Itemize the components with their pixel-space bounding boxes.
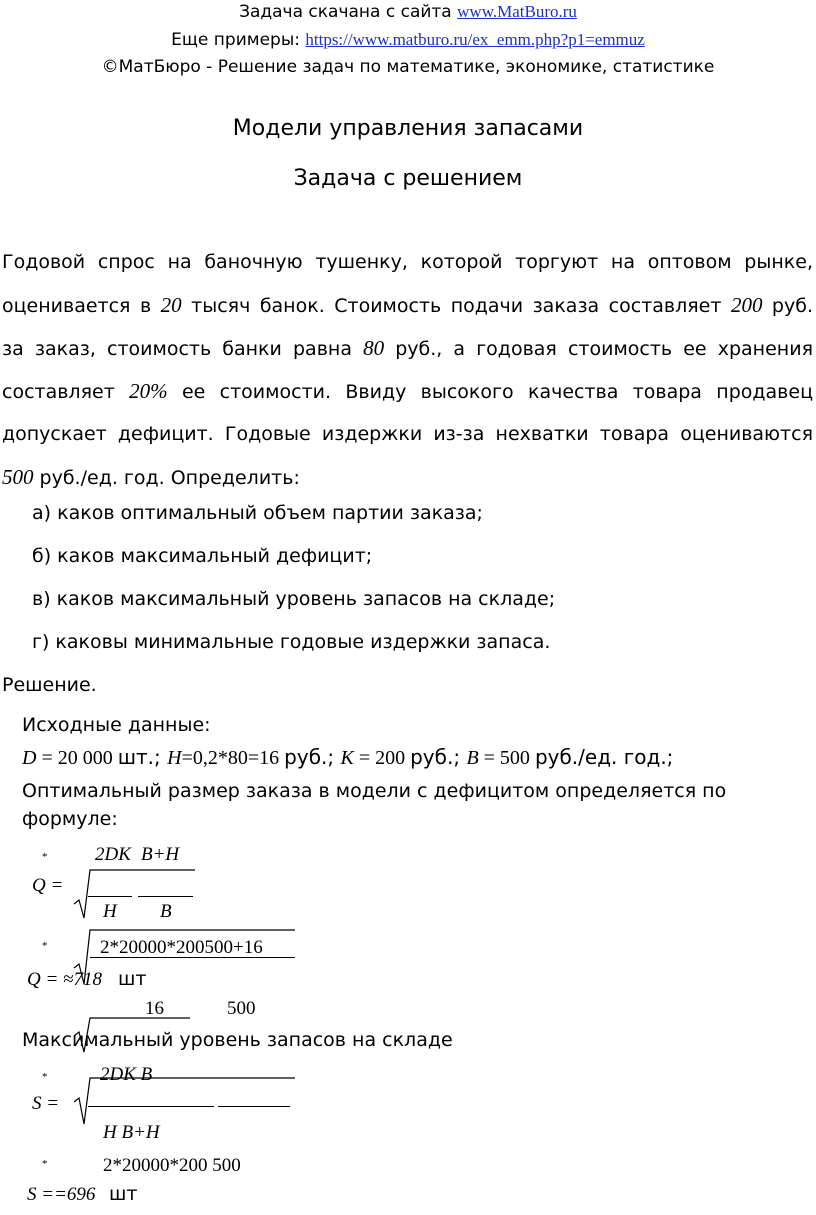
q-numerator-left: 2DK bbox=[95, 844, 131, 865]
calc-q-denominator-right: 500 bbox=[227, 998, 256, 1019]
calc-q-unit: шт bbox=[118, 968, 147, 990]
problem-statement bbox=[2, 241, 813, 499]
s-denominator: H B+H bbox=[103, 1122, 160, 1143]
q-star-mark: * bbox=[42, 851, 48, 863]
problem-line-1: Годовой спрос на баночную тушенку, которой торгуют на оптовом рынке, bbox=[2, 251, 813, 273]
q-denominator-left: H bbox=[103, 901, 117, 922]
q-radical-sign bbox=[70, 866, 200, 926]
s-fraction-bar-left bbox=[88, 1106, 214, 1107]
optimal-order-text: Оптимальный размер заказа в модели с дефицитом определяется по bbox=[22, 780, 727, 802]
shortage-cost-value: 500 bbox=[2, 465, 34, 489]
formula-intro: формуле: bbox=[22, 808, 118, 830]
calc-q-denominator-left: 16 bbox=[145, 998, 164, 1019]
given-heading: Исходные данные: bbox=[22, 714, 211, 736]
header-examples-text: Еще примеры: bbox=[171, 30, 306, 50]
calc-q-fraction-bar bbox=[90, 957, 295, 958]
calc-s-star-mark: * bbox=[42, 1158, 48, 1170]
s-lhs: S = bbox=[32, 1093, 60, 1114]
question-c: в) каков максимальный уровень запасов на складе; bbox=[32, 588, 556, 610]
calc-q-star-mark: * bbox=[42, 940, 48, 952]
order-cost-value: 200 bbox=[730, 293, 763, 317]
page-subtitle: Задача с решением bbox=[293, 166, 523, 191]
page-title: Модели управления запасами bbox=[232, 116, 584, 141]
header-copyright: ©МатБюро - Решение задач по математике, экономике, статистике bbox=[101, 57, 715, 77]
question-b: б) каков максимальный дефицит; bbox=[32, 545, 373, 567]
given-values: D = 20 000 шт.; H=0,2*80=16 руб.; K = 200 руб.; B = 500 руб./ед. год.; bbox=[22, 745, 674, 769]
problem-line-5: допускает дефицит. Годовые издержки из-за нехватки товара оцениваются bbox=[2, 423, 813, 445]
demand-value: 20 bbox=[160, 293, 182, 317]
calc-q-radical-sign bbox=[70, 926, 300, 992]
max-stock-text: Максимальный уровень запасов на складе bbox=[22, 1029, 453, 1051]
problem-line-6: 500 руб./ед. год. Определить: bbox=[2, 465, 300, 489]
problem-line-2: оценивается в 20 тысяч банок. Стоимость подачи заказа составляет 200 руб. bbox=[2, 293, 813, 317]
problem-line-4: составляет 20% ее стоимости. Ввиду высокого качества товара продавец bbox=[2, 379, 814, 403]
q-numerator-right: B+H bbox=[141, 844, 180, 865]
examples-link[interactable]: https://www.matburo.ru/ex_emm.php?p1=emmuz bbox=[305, 30, 645, 49]
holding-rate-value: 20% bbox=[129, 379, 168, 403]
solution-heading: Решение. bbox=[2, 674, 97, 696]
s-fraction-bar-right bbox=[218, 1106, 290, 1107]
calc-s-numerator: 2*20000*200 500 bbox=[103, 1155, 241, 1176]
calc-q-numerator: 2*20000*200500+16 bbox=[100, 937, 263, 958]
question-a: а) каков оптимальный объем партии заказа; bbox=[32, 502, 483, 524]
matburo-site-link[interactable]: www.MatBuro.ru bbox=[457, 2, 577, 21]
header-source bbox=[0, 2, 816, 22]
unit-price-value: 80 bbox=[363, 336, 385, 360]
calc-s-unit: шт bbox=[109, 1183, 138, 1205]
s-star-mark: * bbox=[42, 1071, 48, 1083]
calc-q-radical-tail bbox=[70, 1014, 200, 1054]
problem-line-3: за заказ, стоимость банки равна 80 руб., а годовая стоимость ее хранения bbox=[2, 336, 813, 360]
s-numerator: 2DK B bbox=[100, 1064, 153, 1085]
calc-q-result: Q = ≈718 bbox=[27, 969, 102, 990]
q-denominator-right: B bbox=[160, 901, 172, 922]
header-source-text: Задача скачана с сайта bbox=[239, 2, 458, 22]
calc-s-result: S ==696 bbox=[27, 1184, 96, 1205]
q-lhs: Q = bbox=[32, 875, 64, 896]
question-d: г) каковы минимальные годовые издержки запаса. bbox=[32, 631, 551, 653]
header-examples bbox=[0, 30, 816, 50]
